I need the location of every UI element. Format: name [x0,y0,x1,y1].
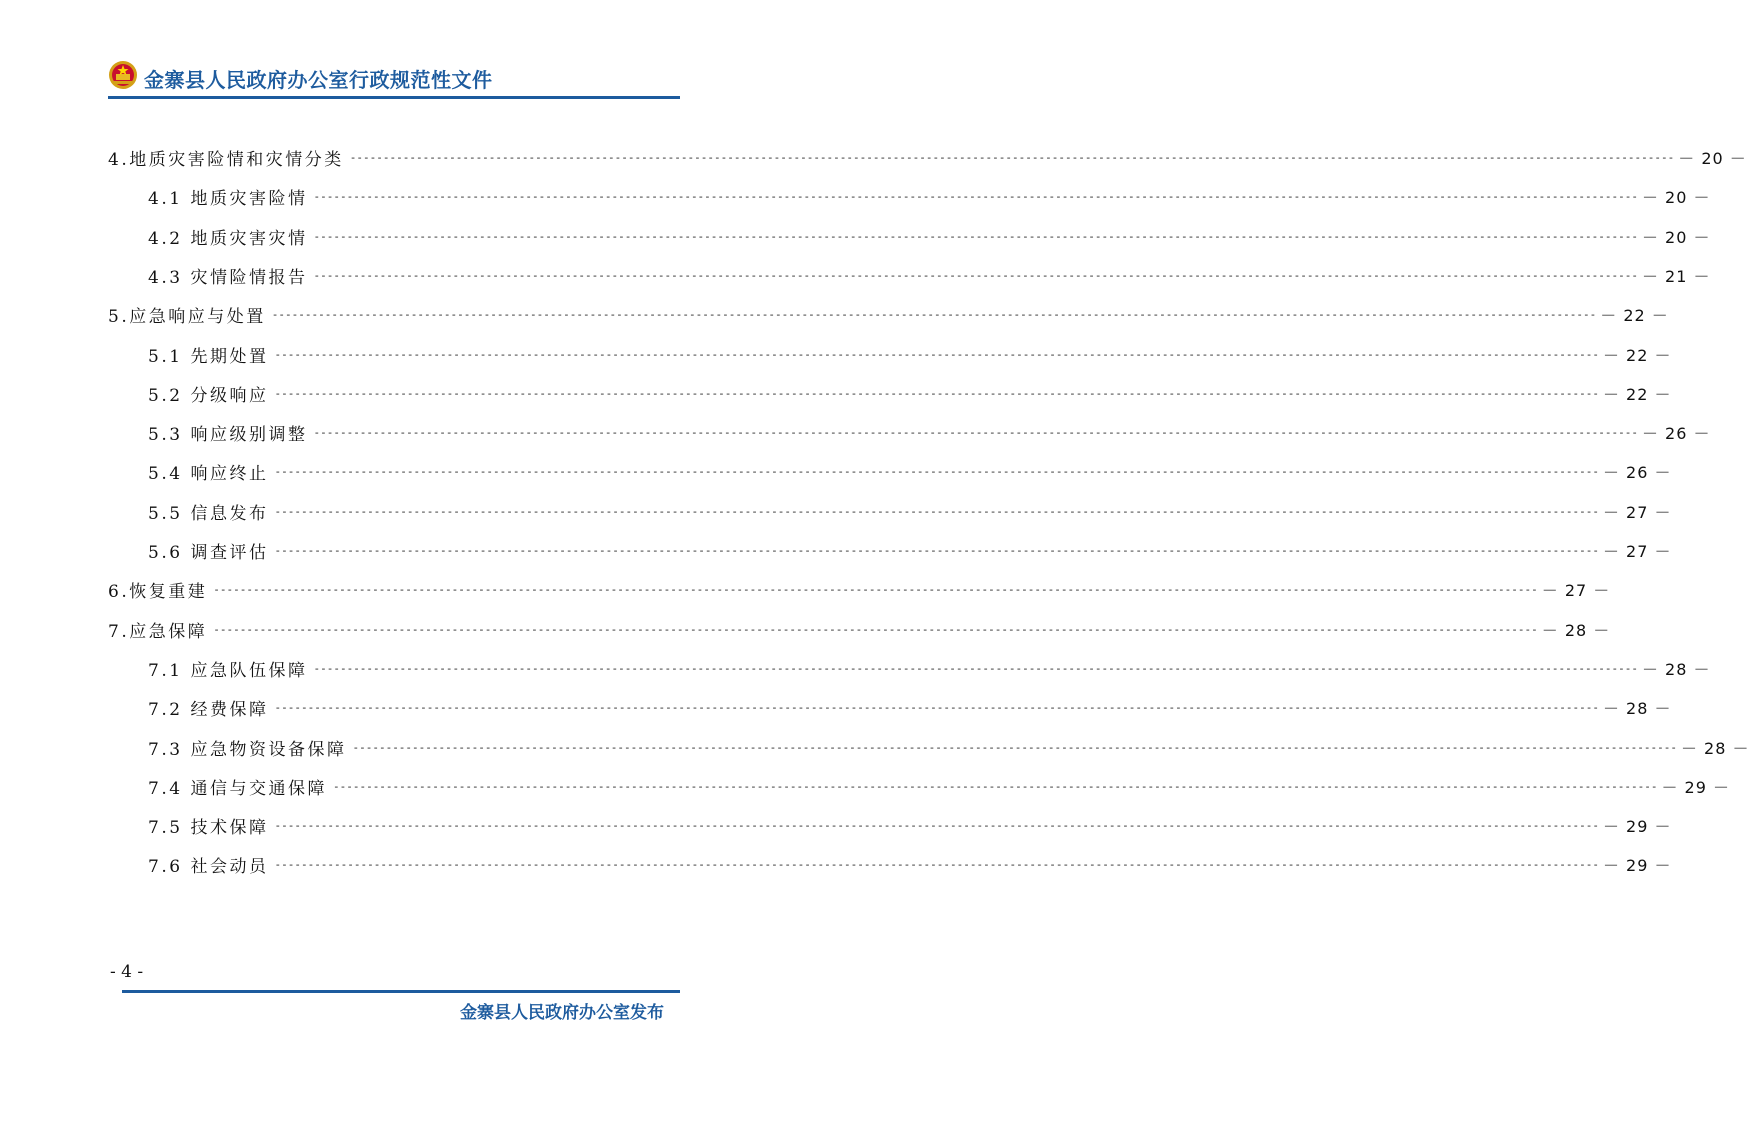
toc-entry-page: － 22 － [1600,305,1669,325]
toc-entry[interactable] [148,262,1711,288]
national-emblem-icon [108,60,138,90]
toc-entry[interactable] [148,773,1731,799]
toc-leader-dashes: -------------------------------------------------------------------------------------------------------------------------------------------------------------------------------------------------------- [274,347,1599,361]
toc-entry[interactable] [148,812,1672,838]
toc-entry-label: 4.3 灾情险情报告 [148,267,308,288]
toc-entry[interactable] [148,655,1711,681]
toc-entry-page: － 27 － [1541,580,1611,600]
page-number: - 4 - [110,962,144,982]
toc-entry-label: 5.应急响应与处置 [108,306,266,327]
toc-entry-label: 4.1 地质灾害险情 [148,188,308,209]
toc-entry-page: － 28 － [1680,738,1750,758]
toc-entry-label: 7.2 经费保障 [148,699,269,720]
toc-entry-page: － 22 － [1602,345,1672,365]
toc-entry-label: 5.4 响应终止 [148,463,269,484]
toc-entry-page: － 22 － [1602,384,1672,404]
toc-entry-page: － 28 － [1602,698,1672,718]
toc-entry-page: － 28 － [1541,620,1611,640]
toc-leader-dashes: -------------------------------------------------------------------------------------------------------------------------------------------------------------------------------------------------------- [271,307,1597,321]
toc-leader-dashes: -------------------------------------------------------------------------------------------------------------------------------------------------------------------------------------------------------- [213,622,1538,636]
toc-entry-label: 5.2 分级响应 [148,385,269,406]
toc-entry-label: 4.2 地质灾害灾情 [148,228,308,249]
toc-entry-page: － 29 － [1602,816,1672,836]
toc-entry[interactable] [108,616,1611,642]
toc-entry-label: 7.4 通信与交通保障 [148,778,327,799]
toc-entry[interactable] [148,380,1672,406]
toc-leader-dashes: -------------------------------------------------------------------------------------------------------------------------------------------------------------------------------------------------------- [313,661,1638,675]
toc-entry-page: － 26 － [1641,423,1711,443]
toc-leader-dashes: -------------------------------------------------------------------------------------------------------------------------------------------------------------------------------------------------------- [352,740,1677,754]
toc-entry-label: 5.1 先期处置 [148,346,269,367]
footer-divider [122,990,680,993]
toc-entry-label: 5.3 响应级别调整 [148,424,308,445]
header-title: 金寨县人民政府办公室行政规范性文件 [144,68,493,92]
toc-entry-page: － 27 － [1602,541,1672,561]
toc-leader-dashes: -------------------------------------------------------------------------------------------------------------------------------------------------------------------------------------------------------- [213,582,1538,596]
toc-leader-dashes: -------------------------------------------------------------------------------------------------------------------------------------------------------------------------------------------------------- [332,779,1658,793]
toc-leader-dashes: -------------------------------------------------------------------------------------------------------------------------------------------------------------------------------------------------------- [274,857,1599,871]
toc-leader-dashes: -------------------------------------------------------------------------------------------------------------------------------------------------------------------------------------------------------- [349,150,1675,164]
document-header [108,60,680,100]
toc-entry[interactable] [148,341,1672,367]
toc-entry-page: － 29 － [1602,855,1672,875]
toc-entry-page: － 28 － [1641,659,1711,679]
toc-leader-dashes: -------------------------------------------------------------------------------------------------------------------------------------------------------------------------------------------------------- [274,464,1599,478]
toc-entry[interactable] [148,458,1672,484]
toc-entry-page: － 20 － [1678,148,1747,168]
toc-entry-page: － 26 － [1602,462,1672,482]
toc-leader-dashes: -------------------------------------------------------------------------------------------------------------------------------------------------------------------------------------------------------- [313,425,1638,439]
toc-entry-page: － 21 － [1641,266,1711,286]
toc-entry-label: 7.6 社会动员 [148,856,269,877]
toc-entry[interactable] [108,576,1611,602]
toc-entry-label: 5.6 调查评估 [148,542,269,563]
toc-entry-page: － 20 － [1641,187,1711,207]
toc-leader-dashes: -------------------------------------------------------------------------------------------------------------------------------------------------------------------------------------------------------- [274,504,1599,518]
toc-entry[interactable] [148,419,1711,445]
toc-entry[interactable] [148,734,1750,760]
toc-leader-dashes: -------------------------------------------------------------------------------------------------------------------------------------------------------------------------------------------------------- [313,189,1638,203]
toc-entry-label: 7.1 应急队伍保障 [148,660,308,681]
toc-leader-dashes: -------------------------------------------------------------------------------------------------------------------------------------------------------------------------------------------------------- [274,818,1599,832]
toc-entry-page: － 29 － [1661,777,1731,797]
toc-entry[interactable] [148,223,1711,249]
toc-leader-dashes: -------------------------------------------------------------------------------------------------------------------------------------------------------------------------------------------------------- [313,268,1638,282]
toc-entry-label: 6.恢复重建 [108,581,208,602]
toc-entry-label: 7.应急保障 [108,621,208,642]
toc-entry[interactable] [148,498,1672,524]
toc-leader-dashes: -------------------------------------------------------------------------------------------------------------------------------------------------------------------------------------------------------- [274,386,1599,400]
toc-entry-label: 5.5 信息发布 [148,503,269,524]
toc-entry[interactable] [148,694,1672,720]
toc-entry-label: 4.地质灾害险情和灾情分类 [108,149,344,170]
toc-entry-label: 7.3 应急物资设备保障 [148,739,347,760]
toc-entry[interactable] [148,537,1672,563]
toc-entry-label: 7.5 技术保障 [148,817,269,838]
footer-publisher: 金寨县人民政府办公室发布 [460,1003,664,1023]
header-divider [108,96,680,99]
toc-entry[interactable] [108,301,1669,327]
toc-entry[interactable] [148,183,1711,209]
toc-entry-page: － 27 － [1602,502,1672,522]
toc-entry[interactable] [148,851,1672,877]
toc-leader-dashes: -------------------------------------------------------------------------------------------------------------------------------------------------------------------------------------------------------- [313,229,1638,243]
toc-leader-dashes: -------------------------------------------------------------------------------------------------------------------------------------------------------------------------------------------------------- [274,700,1599,714]
toc-entry[interactable] [108,144,1747,170]
toc-leader-dashes: -------------------------------------------------------------------------------------------------------------------------------------------------------------------------------------------------------- [274,543,1599,557]
toc-entry-page: － 20 － [1641,227,1711,247]
